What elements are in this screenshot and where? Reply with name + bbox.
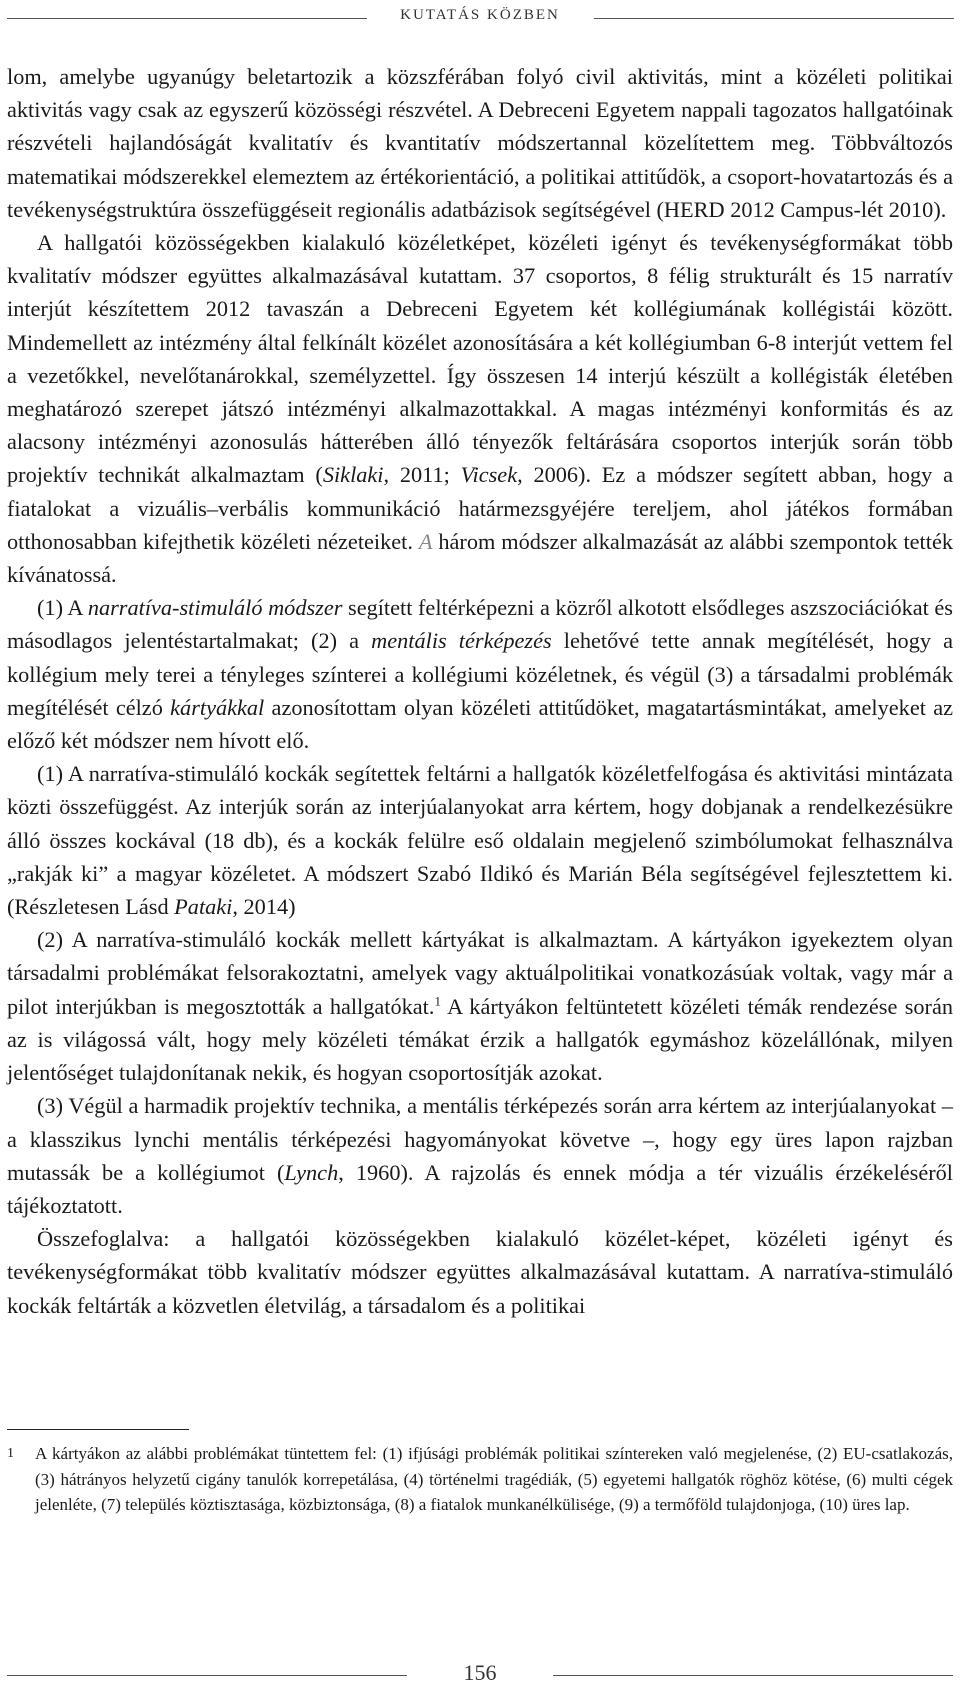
citation-author: Pataki: [174, 894, 233, 920]
page-footer: [0, 1660, 960, 1690]
text-run: Összefoglalva: a hallgatói közösségekben kialakuló közélet-képet, közéleti igényt és tevékenységformákat több kvalitatív módszer együttes alkalmazásával kutattam. A narratíva-stimuláló kockák feltárták a közvetlen életvilág, a társadalom és a politikai: [7, 1226, 953, 1318]
text-run: segített feltérképezni a közről alkotott elsődleges aszszociációkat és másodlagos jelentéstartalmakat; (2) a: [7, 595, 953, 654]
text-run: lom, amelybe ugyanúgy beletartozik a közszférában folyó civil aktivitás, mint a közéleti politikai aktivitás vagy csak az egyszerű közösségi részvétel. A Debreceni Egyetem nappali tagozatos hallgatóinak részvételi hajlandóságát kvalitatív és kvantitatív módszertannal közelítettem meg. Többváltozós matematikai módszerekkel elemeztem az értékorientáció, a politikai attitűdök, a csoport-hovatartozás és a tevékenységstruktúra összefüggéseit regionális adatbázisok segítségével (HERD 2012 Campus-lét 2010).: [7, 64, 953, 222]
main-text: [7, 60, 953, 1322]
footnote-text: A kártyákon az alábbi problémákat tüntettem fel: (1) ifjúsági problémák politikai színtereken való megjelenése, (2) EU-csatlakozás, (3) hátrányos helyzetű cigány tanulók korrepetálása, (4) történelmi tragédiák, (5) egyetemi hallgatók röghöz kötése, (6) multi cégek jelenléte, (7) település köztisztasága, közbiztonsága, (8) a fiatalok munkanélkülisége, (9) a termőföld tulajdonjoga, (10) üres lap.: [35, 1444, 953, 1514]
footer-rule-left: [7, 1675, 407, 1676]
text-run: (2) A narratíva-stimuláló kockák mellett kártyákat is alkalmaztam. A kártyákon igyekeztem olyan társadalmi problémákat felsorakoztatni, amelyek vagy aktuálpolitikai vonatkozásúak voltak, vagy már a pilot interjúkban is megosztották a hallgatókat.: [7, 927, 953, 1019]
emphasis: narratíva-stimuláló módszer: [87, 595, 343, 621]
citation-author: Vicsek: [460, 462, 518, 488]
paragraph-2: [7, 226, 953, 591]
text-run: (1) A: [37, 595, 88, 621]
text-run: , 1960). A rajzolás és ennek módja a tér vizuális érzékeléséről tájékoztatott.: [7, 1159, 954, 1218]
page-number: 156: [463, 1660, 497, 1685]
header-rule-right: [594, 18, 954, 19]
footnote-number: 1: [7, 1446, 14, 1461]
header-rule-left: [7, 18, 367, 19]
footnote-separator: [7, 1429, 189, 1430]
emphasis: mentális térképezés: [371, 628, 552, 654]
running-header: [0, 4, 960, 30]
accent-letter: A: [418, 528, 433, 554]
footer-rule-right: [553, 1675, 953, 1676]
text-run: , 2014): [232, 894, 296, 920]
paragraph-7: [7, 1222, 953, 1322]
emphasis: kártyákkal: [170, 694, 265, 720]
text-run: (1) A narratíva-stimuláló kockák segítettek feltárni a hallgatók közéletfelfogása és aktivitási mintázata közti összefüggést. Az interjúk során az interjúalanyokat arra kértem, hogy dobjanak a rendelkezésükre álló összes kockával (18 db), és a kockák felülre eső oldalain megjelenő szimbólumokat felhasználva „rakják ki” a magyar közéletet. A módszert Szabó Ildikó és Marián Béla segítségével fejlesztettem ki. (Részletesen Lásd: [7, 761, 953, 920]
text-run: A hallgatói közösségekben kialakuló közéletképet, közéleti igényt és tevékenységformákat több kvalitatív módszer együttes alkalmazásával kutattam. 37 csoportos, 8 félig strukturált és 15 narratív interjút készítettem 2012 tavaszán a Debreceni Egyetem két kollégiumának kollégistái között. Mindemellett az intézmény által felkínált közélet azonosítására a két kollégiumban 6-8 interjút vettem fel a vezetőkkel, nevelőtanárokkal, személyzettel. Így összesen 14 interjú készült a kollégisták életében meghatározó szerepet játszó intézményi alkalmazottakkal. A magas intézményi konformitás és az alacsony intézményi azonosulás hátterében álló tényezők feltárására csoportos interjúk során több projektív technikát alkalmaztam (: [7, 230, 953, 488]
footnote-reference[interactable]: 1: [434, 993, 441, 1009]
text-run: lehetővé tette annak megítélését, hogy a kollégium mely terei a tényleges színterei a kollégiumi közéletnek, és végül (3) a társadalmi problémák megítélését célzó: [7, 628, 953, 720]
paragraph-3: [7, 591, 953, 757]
citation-author: Siklaki: [322, 462, 384, 488]
text-run: (3) Végül a harmadik projektív technika, a mentális térképezés során arra kértem az interjúalanyokat – a klasszikus lynchi mentális térképezési hagyományokat követve –, hogy egy üres lapon rajzban mutassák be a kollégiumot (: [7, 1093, 953, 1185]
text-run: A kártyákon feltüntetett közéleti témák rendezése során az is világossá vált, hogy mely közéleti témákat érzik a hallgatók egymáshoz közelállónak, milyen jelentőséget tulajdonítanak nekik, és hogyan csoportosítják azokat.: [7, 993, 954, 1086]
footnote: [7, 1441, 953, 1518]
paragraph-6: [7, 1089, 953, 1222]
text-run: három módszer alkalmazását az alábbi szempontok tették kívánatossá.: [7, 528, 953, 588]
paragraph-1: [7, 60, 953, 226]
text-run: , 2006). Ez a módszer segített abban, hogy a fiatalokat a vizuális–verbális kommunikáció határmezsgyéjére tereljem, ahol játékos formában otthonosabban kifejthetik közéleti nézeteiket.: [7, 462, 953, 554]
running-title: KUTATÁS KÖZBEN: [400, 7, 560, 23]
paragraph-5: [7, 923, 953, 1089]
text-run: azonosítottam olyan közéleti attitűdöket, magatartásmintákat, amelyeket az előző két módszer nem hívott elő.: [7, 694, 953, 754]
citation-author: Lynch: [284, 1159, 339, 1185]
text-run: , 2011;: [383, 462, 461, 488]
paragraph-4: [7, 757, 953, 923]
